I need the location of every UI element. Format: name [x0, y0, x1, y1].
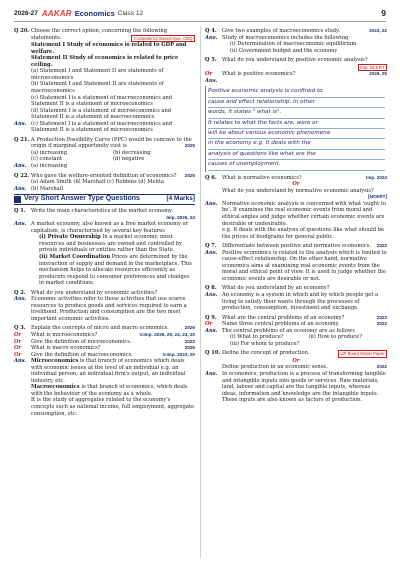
- answer-text: In economics, production is a process of transforming tangible and intangible inputs into goods or services. Raw materials, land, labour and capital are the tangible inputs, whereas ideas, information and knowledge are the intangible inputs. These inputs are also known as factors of production.: [222, 371, 386, 404]
- answer-label: Ans.: [14, 120, 27, 127]
- question-text: What are the central problems of an economy?: [222, 314, 345, 321]
- section-marks: [4 Marks]: [166, 195, 195, 203]
- answer-2: [14, 296, 195, 322]
- answer-label: Ans.: [14, 296, 27, 303]
- question-number: Q 7.: [205, 243, 217, 250]
- question-number: Q 22.: [14, 172, 30, 179]
- or-question-text: Define production in an economic sense.: [222, 364, 329, 371]
- handwritten-line: will be about various economic phenomena: [208, 129, 385, 139]
- question-10: [205, 350, 387, 358]
- question-tag: Competency Based Que. CBQ: [131, 35, 195, 43]
- answer-label: Ans.: [205, 34, 218, 41]
- column-divider: [200, 26, 201, 558]
- year-tag: Imp. 2026, 24: [166, 214, 195, 220]
- option-b: (b) Statement I and Statement II are statements of macroeconomics: [31, 81, 164, 94]
- answer-20: [14, 121, 195, 134]
- question-number: Q 5.: [205, 57, 217, 64]
- answer-5: [205, 78, 387, 85]
- year-tag: 2023, 22: [369, 28, 387, 33]
- publisher-logo: AAKAR: [41, 8, 72, 18]
- answer-example: e.g. It deals with the analysis of questions like what should be the prices of foodgrains for general public.: [222, 227, 385, 240]
- options-grid: [31, 150, 195, 163]
- question-number: Q 4.: [205, 28, 217, 34]
- answer-label: Ans.: [205, 327, 218, 334]
- macro-definition: Macroeconomics is that branch of economics, which deals with the behaviour of the economy as a whole.: [31, 384, 188, 397]
- handwritten-line: words, it states " what is".: [208, 108, 385, 118]
- question-5: [205, 57, 387, 71]
- question-text: Differentiate between positive and normative economics.: [222, 243, 372, 250]
- option-a: (a) increasing: [31, 149, 67, 156]
- question-text: Choose the correct option, concerning the following statements.: [31, 28, 168, 41]
- question-tag: [NCERT]: [368, 194, 387, 200]
- year-tag: 2025: [184, 143, 195, 149]
- handwritten-line: cause and effect relationship. In other: [208, 98, 385, 108]
- subject-title: Economics: [74, 8, 115, 18]
- answer-22: [14, 186, 195, 193]
- or-label: Or: [292, 181, 300, 188]
- question-number: Q 2.: [14, 289, 26, 296]
- answer-text: Positive economics is related to the analysis which is limited to cause-effect relationship. On the other hand, normative economics aims at examining real economic events from the moral and ethical point of view. It is used to judge whether the economic events are desirable or not.: [222, 249, 387, 282]
- or-q5: Or What is positive economics? 2026, 25: [205, 71, 387, 78]
- answer-8: [205, 292, 387, 312]
- option-d: (d) Statement I is a statement of microeconomics and Statement II is a statement of macroeconomics: [31, 107, 172, 121]
- macro-scope: It is the study of aggregates related to the economy's concepts such as national income, full employment, aggregate consumption, etc.: [31, 397, 195, 417]
- question-text: What is normative economics?: [222, 174, 302, 181]
- list-item: (i) Determination of macroeconomic equilibrium: [230, 41, 357, 48]
- answer-6: [205, 201, 387, 227]
- question-tag: Imp. NCERT: [358, 64, 387, 72]
- or-2: Or Give the definition of microeconomics. 2022: [14, 338, 195, 345]
- answer-text: (c) Statement I is a statement of macroeconomics and Statement II is a statement of microeconomics: [31, 120, 173, 134]
- section-heading: [14, 194, 195, 205]
- section-title: Very Short Answer Type Questions: [24, 195, 140, 203]
- answer-intro: A market economy, also known as a free market economy or capitalism, is characterised by several key features: [31, 221, 189, 234]
- question-number: Q 8.: [205, 285, 217, 292]
- question-text: Give two examples of macroeconomics study.: [222, 28, 340, 34]
- answer-3: Ans. Microeconomics is that branch of economics which deals with economic issues at the level of an individual e.g. an individual person, an individual firm's output, an individual industry, etc.: [14, 358, 186, 384]
- options-line: (a) Adam Smith (b) Marshall (c) Robbins (d) Mehta: [31, 179, 164, 186]
- question-number: Q 1.: [14, 208, 26, 215]
- answer-label: Ans.: [205, 291, 218, 298]
- question-number: Q 6.: [205, 174, 217, 181]
- answer-label: Ans.: [14, 358, 27, 365]
- option-b: (b) decreasing: [113, 149, 151, 156]
- answer-label: Ans.: [205, 200, 218, 207]
- statement-2: Statement II Study of economics is related to price ceiling.: [31, 55, 179, 68]
- or-4: Or Give the definition of macroeconomics. V.Imp. 2023, 20: [14, 351, 195, 358]
- right-column: [205, 28, 387, 404]
- answer-text: Economic activities refer to those activities that use scarce resources to produce goods and services required to earn a livelihood. Production and consumption are the two most important economic activities.: [31, 296, 187, 322]
- answer-9: Ans. The central problems of an economy are as follows: [205, 327, 355, 334]
- handwritten-answer: [205, 86, 387, 171]
- page-number: 9: [381, 8, 386, 18]
- question-text: What do you understand by economic activities?: [31, 289, 158, 296]
- year-tag: Imp. 2024: [366, 174, 387, 180]
- question-number: Q 20.: [14, 28, 30, 34]
- option-c: (c) Statement I is a statement of macroeconomics and Statement II is a statement of microeconomics: [31, 94, 173, 108]
- list-item: (i) What to produce?: [230, 334, 284, 341]
- year-tag: 2023: [376, 314, 387, 320]
- answer-text: (a) increasing: [31, 162, 67, 169]
- left-column: [14, 28, 195, 417]
- section-icon: [14, 196, 21, 203]
- year-tag: 2026: [184, 325, 195, 331]
- handwritten-line: Positive economic analysis is confined to: [208, 87, 385, 97]
- question-number: Q 3.: [14, 325, 26, 332]
- year-tag: 2025: [184, 172, 195, 178]
- question-number: Q 9.: [205, 314, 217, 321]
- question-21: [14, 137, 195, 150]
- option-c: (c) constant: [31, 156, 62, 163]
- statement-1: Statement I Study of economics is related to GDP and welfare.: [31, 42, 187, 55]
- list-item: (ii) Government budget and the economy: [230, 47, 338, 54]
- page-header: [14, 6, 386, 20]
- header-rule: [14, 21, 386, 22]
- year-tag: 2022: [376, 364, 387, 370]
- edition-year: 2026-27: [14, 9, 38, 17]
- handwritten-line: analysis of questions like what are the: [208, 150, 385, 160]
- point-private-ownership: (i) Private Ownership In a market economy, most resources and businesses are owned and controlled by private individuals or entities rather than the State.: [39, 234, 182, 254]
- handwritten-line: in the economy e.g. It deals with the: [208, 139, 385, 149]
- answer-text: An economy is a system in which and by which people get a living to satisfy their wants through the processes of production, consumption, investment and exchange.: [222, 291, 379, 312]
- option-d: (d) negative: [113, 156, 145, 163]
- answer-text: (b) Marshall: [31, 185, 64, 192]
- question-text: Define the concept of production.: [222, 350, 310, 357]
- answer-label: Ans.: [205, 249, 218, 256]
- question-text: Who gave the welfare-oriented definition of economics?: [31, 172, 177, 179]
- answer-label: Ans.: [205, 77, 218, 84]
- answer-label: Ans.: [14, 185, 27, 192]
- or-question-text: What do you understand by normative economic analysis?: [222, 187, 374, 194]
- question-text: What do you understand by positive economic analysis?: [222, 57, 368, 64]
- answer-text: Normative economic analysis is concerned with what 'ought to be'. It examines the real economic events from moral and ethical angles and judge whether certain economic events are desirable or undesirable.: [222, 200, 386, 227]
- point-market-coordination: (ii) Market Coordination Prices are determined by the interaction of supply and demand in the marketplace. This mechanism helps to allocate resources efficiently as producers respond to consumer preferences and changes in market conditions.: [39, 254, 192, 287]
- answer-21: [14, 163, 195, 170]
- or-label: Or: [292, 357, 300, 364]
- or-q9: Or Name three central problems of an economy. 2022: [205, 321, 387, 328]
- handwritten-line: It relates to what the facts are, were or: [208, 119, 385, 129]
- answer-label: Ans.: [14, 162, 27, 169]
- answer-1: [14, 221, 195, 234]
- answer-label: Ans.: [14, 221, 27, 228]
- or-3: Or What is macro economics? 2026: [14, 345, 195, 352]
- list-item: (ii) How to produce?: [308, 334, 362, 341]
- class-label: Class 12: [117, 9, 144, 17]
- list-item: (iii) For whom to produce?: [230, 340, 300, 347]
- question-20: [14, 28, 195, 42]
- question-text: What do you understand by an economy?: [222, 285, 330, 292]
- year-tag: 2022: [376, 243, 387, 249]
- handwritten-line: causes of unemployment.: [208, 160, 385, 170]
- answer-10: [205, 371, 387, 404]
- or-1: Or What is microeconomics? V.Imp. 2026, 25, 24, 23, 20: [14, 332, 195, 339]
- question-text: Explain the concepts of micro and macro economics.: [31, 325, 169, 332]
- answer-4: Ans. Study of macroeconomics includes the following: [205, 34, 349, 41]
- option-a: (a) Statement I and Statement II are statements of microeconomics: [31, 68, 164, 81]
- question-text: A Production Possibility Curve (PPC) would be concave to the origin if marginal opportunity cost is: [31, 136, 192, 150]
- question-number: Q 21.: [14, 136, 30, 143]
- question-1: [14, 208, 195, 221]
- question-tag: UP Board Model Paper: [338, 350, 387, 358]
- answer-label: Ans.: [205, 371, 218, 378]
- question-text: Write the main characteristics of the market economy.: [31, 208, 173, 215]
- question-number: Q 10.: [205, 350, 221, 357]
- answer-7: [205, 250, 387, 283]
